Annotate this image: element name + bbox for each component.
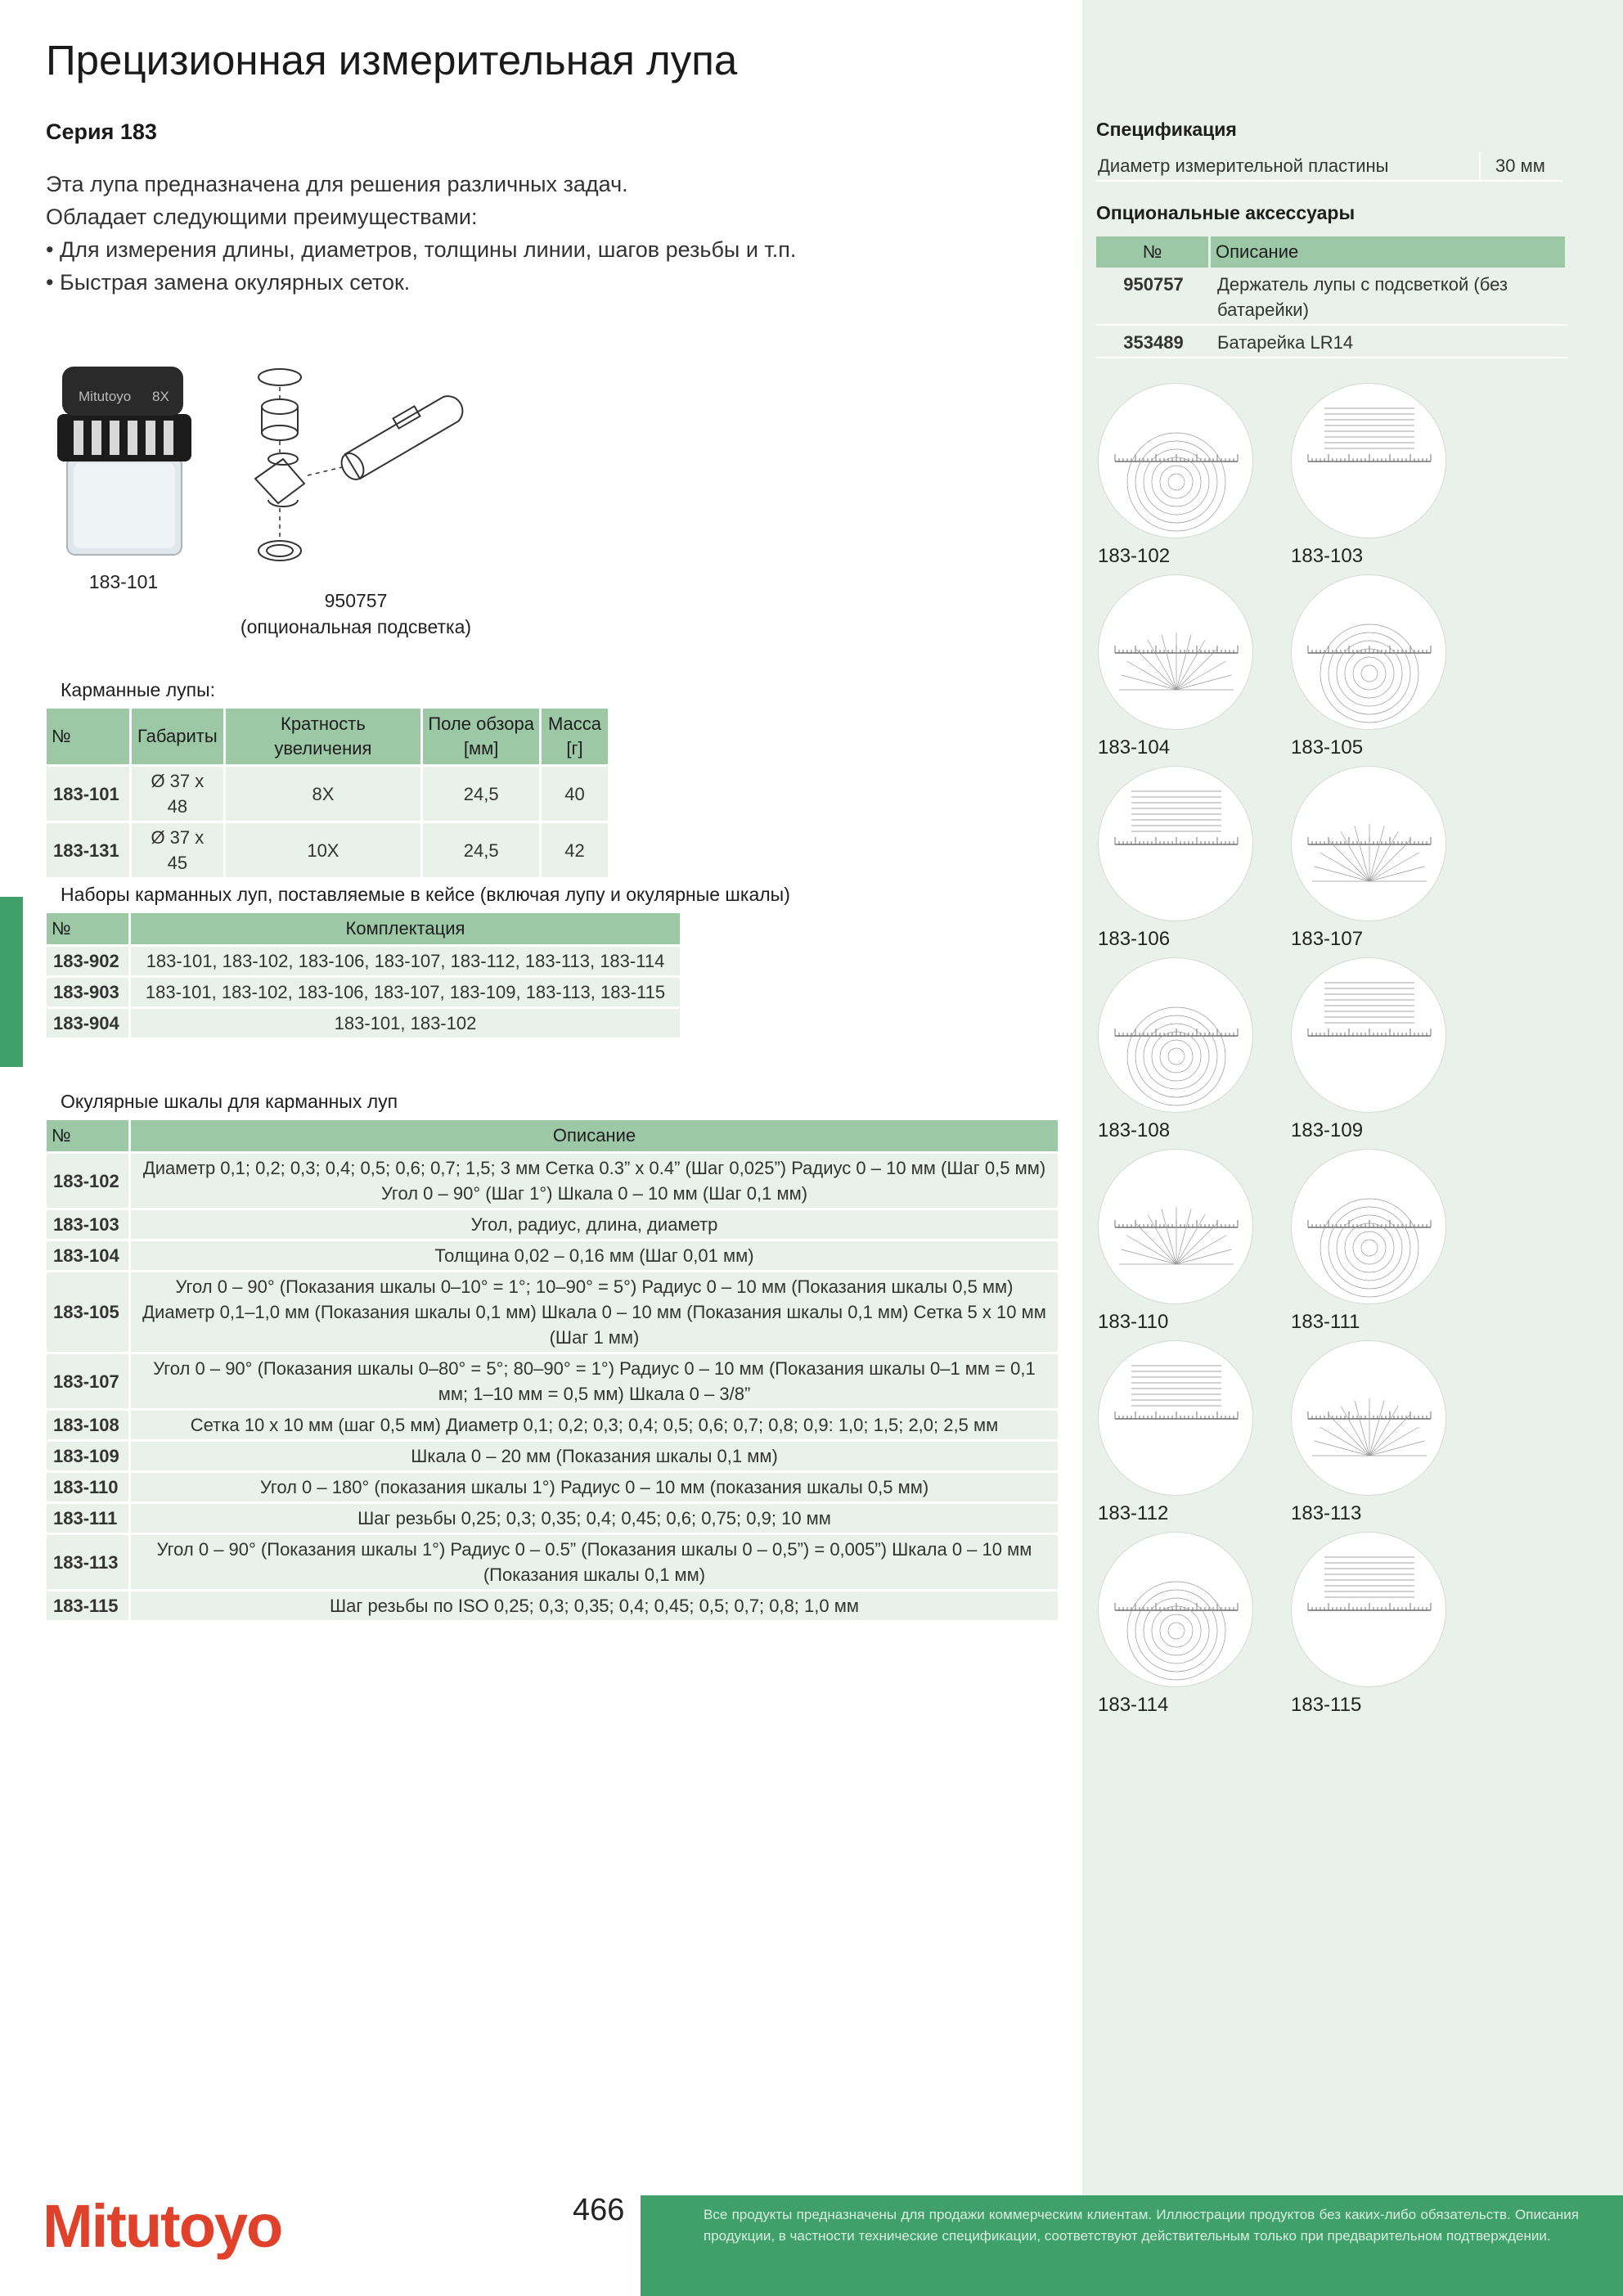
col-description: Описание: [131, 1120, 1058, 1151]
reticle-image: [1098, 574, 1253, 730]
intro-bullet: • Для измерения длины, диаметров, толщины линии, шагов резьбы и т.п.: [46, 237, 797, 262]
table-row: [1096, 328, 1567, 358]
cell-description: Держатель лупы с подсветкой (без батарейки): [1211, 270, 1567, 326]
reticle-pattern-icon: [1099, 767, 1254, 922]
col-description: Описание: [1211, 236, 1567, 268]
cell-contents: 183-101, 183-102: [131, 1009, 680, 1038]
table-row: [47, 1504, 1058, 1533]
reticle-pattern-icon: [1292, 1341, 1447, 1497]
reticle-image: [1098, 766, 1253, 921]
col-dimensions: Габариты: [132, 709, 223, 764]
cell-field-of-view: 24,5: [423, 823, 539, 877]
table-row: [47, 1591, 1058, 1620]
sets-table: [44, 911, 682, 1040]
col-mass: Масса [г]: [542, 709, 608, 764]
table-row: [47, 1009, 680, 1038]
light-holder-note: (опциональная подсветка): [240, 616, 472, 637]
accessories-title: Опциональные аксессуары: [1096, 202, 1355, 223]
col-field-of-view: Поле обзора [мм]: [423, 709, 539, 764]
reticle-image: [1098, 1532, 1253, 1687]
table-row: [1096, 270, 1567, 326]
cell-description: Шаг резьбы по ISO 0,25; 0,3; 0,35; 0,4; 0,45; 0,5; 0,7; 0,8; 1,0 мм: [131, 1591, 1058, 1620]
reticle-label: 183-103: [1291, 545, 1364, 567]
table-row: [47, 1473, 1058, 1501]
table-row: [47, 1354, 1058, 1408]
cell-number: 183-107: [47, 1354, 128, 1408]
table-row: [47, 1411, 1058, 1439]
reticle-label: 183-110: [1098, 1311, 1169, 1333]
reticles-table: [44, 1118, 1060, 1623]
cell-description: Угол 0 – 180° (показания шкалы 1°) Радиус 0 – 10 мм (показания шкалы 0,5 мм): [131, 1473, 1058, 1501]
specification-section: [1096, 119, 1562, 182]
reticle-label: 183-111: [1291, 1311, 1360, 1333]
series-label: Серия 183: [46, 119, 157, 144]
cell-contents: 183-101, 183-102, 183-106, 183-107, 183-109, 183-113, 183-115: [131, 978, 680, 1006]
cell-magnification: 10X: [226, 823, 421, 877]
reticle-label: 183-108: [1098, 1119, 1171, 1141]
reticle-image: [1291, 766, 1446, 921]
spec-value: 30 мм: [1495, 155, 1545, 176]
page-title: Прецизионная измерительная лупа: [46, 37, 738, 83]
intro-bullet: • Быстрая замена окулярных сеток.: [46, 270, 411, 295]
cell-dimensions: Ø 37 x 48: [132, 767, 223, 821]
accessories-section: [1096, 202, 1567, 361]
table-row: [47, 767, 608, 821]
cell-number: 183-103: [47, 1210, 128, 1239]
footer-disclaimer: Все продукты предназначены для продажи коммерческим клиентам. Иллюстрации продуктов без каких-либо обязательств. Описания продукции, в частности технические спецификации, соответствуют действительным только при предварительном подтверждении.: [704, 2207, 1579, 2244]
reticles-caption: Окулярные шкалы для карманных луп: [61, 1091, 398, 1112]
cell-number: 183-108: [47, 1411, 128, 1439]
intro-line: Эта лупа предназначена для решения различных задач.: [46, 172, 628, 196]
col-number: №: [47, 709, 129, 764]
reticle-pattern-icon: [1099, 1533, 1254, 1688]
col-number: №: [47, 1120, 128, 1151]
cell-description: Угол 0 – 90° (Показания шкалы 0–10° = 1°; 10–90° = 5°) Радиус 0 – 10 мм (Показания шкалы 0,5 мм) Диаметр 0,1–1,0 мм (Показания шкалы 0,1 мм) Шкала 0 – 10 мм (Показания шкалы 0,1 мм) Сетка 5 x 10 мм (Шаг 1 мм): [131, 1272, 1058, 1352]
cell-description: Угол 0 – 90° (Показания шкалы 0–80° = 5°; 80–90° = 1°) Радиус 0 – 10 мм (Показания шкалы 0–1 мм = 0,1 мм; 1–10 мм = 0,5 мм) Шкала 0 – 3/8”: [131, 1354, 1058, 1408]
reticle-image: [1291, 383, 1446, 538]
loupe-photo: [46, 360, 201, 565]
cell-dimensions: Ø 37 x 45: [132, 823, 223, 877]
col-number: №: [1096, 236, 1211, 268]
cell-description: Угол, радиус, длина, диаметр: [131, 1210, 1058, 1239]
svg-text:8X: 8X: [152, 389, 169, 404]
cell-number: 183-109: [47, 1442, 128, 1470]
cell-number: 353489: [1096, 328, 1211, 358]
table-row: [47, 1442, 1058, 1470]
reticle-label: 183-106: [1098, 928, 1171, 950]
light-holder-drawing: [239, 356, 484, 585]
svg-text:Mitutoyo: Mitutoyo: [79, 389, 132, 404]
reticle-image: [1098, 1149, 1253, 1304]
pocket-loupes-table: [44, 706, 610, 880]
cell-description: Шкала 0 – 20 мм (Показания шкалы 0,1 мм): [131, 1442, 1058, 1470]
reticle-image: [1291, 957, 1446, 1113]
cell-field-of-view: 24,5: [423, 767, 539, 821]
cell-number: 183-903: [47, 978, 128, 1006]
reticle-image: [1291, 1532, 1446, 1687]
reticle-label: 183-104: [1098, 736, 1171, 759]
reticle-image: [1098, 383, 1253, 538]
cell-contents: 183-101, 183-102, 183-106, 183-107, 183-112, 183-113, 183-114: [131, 947, 680, 975]
cell-number: 183-105: [47, 1272, 128, 1352]
section-tab: [0, 897, 23, 1067]
mitutoyo-logo: Mitutoyo: [43, 2192, 282, 2260]
reticle-pattern-icon: [1292, 575, 1447, 731]
table-row: [47, 1154, 1058, 1208]
sets-section: [44, 884, 790, 1040]
reticle-image: [1291, 1340, 1446, 1496]
table-row: [47, 978, 680, 1006]
intro-line: Обладает следующими преимуществами:: [46, 205, 478, 229]
table-row: [47, 1210, 1058, 1239]
cell-number: 183-904: [47, 1009, 128, 1038]
light-holder-caption: [221, 588, 491, 640]
reticle-pattern-icon: [1292, 384, 1447, 539]
reticle-label: 183-114: [1098, 1694, 1169, 1716]
cell-description: Угол 0 – 90° (Показания шкалы 1°) Радиус 0 – 0.5” (Показания шкалы 0 – 0,5”) = 0,005”) Шкала 0 – 10 мм (Показания шкалы 0,1 мм): [131, 1535, 1058, 1589]
table-row: [47, 1272, 1058, 1352]
cell-number: 183-104: [47, 1241, 128, 1270]
cell-number: 183-113: [47, 1535, 128, 1589]
cell-mass: 40: [542, 767, 608, 821]
table-row: [47, 823, 608, 877]
cell-number: 183-902: [47, 947, 128, 975]
cell-description: Шаг резьбы 0,25; 0,3; 0,35; 0,4; 0,45; 0,6; 0,75; 0,9; 10 мм: [131, 1504, 1058, 1533]
reticle-label: 183-107: [1291, 928, 1364, 950]
reticle-label: 183-102: [1098, 545, 1171, 567]
cell-number: 183-115: [47, 1591, 128, 1620]
cell-number: 183-111: [47, 1504, 128, 1533]
col-magnification: Кратность увеличения: [226, 709, 421, 764]
specification-title: Спецификация: [1096, 119, 1237, 140]
reticle-pattern-icon: [1292, 958, 1447, 1114]
reticle-label: 183-109: [1291, 1119, 1364, 1141]
col-contents: Комплектация: [131, 913, 680, 944]
cell-description: Толщина 0,02 – 0,16 мм (Шаг 0,01 мм): [131, 1241, 1058, 1270]
reticle-pattern-icon: [1292, 1150, 1447, 1305]
table-row: [47, 1535, 1058, 1589]
light-holder-code: 950757: [324, 590, 388, 611]
cell-number: 183-101: [47, 767, 129, 821]
loupe-caption: 183-101: [88, 571, 159, 592]
cell-magnification: 8X: [226, 767, 421, 821]
reticle-pattern-icon: [1099, 1341, 1254, 1497]
reticle-label: 183-113: [1291, 1502, 1362, 1524]
reticle-pattern-icon: [1099, 384, 1254, 539]
reticle-image: [1098, 957, 1253, 1113]
table-row: [47, 947, 680, 975]
pocket-loupes-section: [44, 679, 610, 880]
cell-description: Диаметр 0,1; 0,2; 0,3; 0,4; 0,5; 0,6; 0,7; 1,5; 3 мм Сетка 0.3” x 0.4” (Шаг 0,025”) Радиус 0 – 10 мм (Шаг 0,5 мм) Угол 0 – 90° (Шаг 1°) Шкала 0 – 10 мм (Шаг 0,1 мм): [131, 1154, 1058, 1208]
reticle-pattern-icon: [1292, 767, 1447, 922]
reticle-label: 183-105: [1291, 736, 1364, 759]
cell-number: 183-102: [47, 1154, 128, 1208]
col-number: №: [47, 913, 128, 944]
reticle-image: [1291, 574, 1446, 730]
reticle-label: 183-115: [1291, 1694, 1362, 1716]
cell-description: Батарейка LR14: [1211, 328, 1567, 358]
reticle-pattern-icon: [1099, 1150, 1254, 1305]
specification-row: [1096, 152, 1562, 182]
spec-key: Диаметр измерительной пластины: [1096, 152, 1481, 180]
reticle-pattern-icon: [1292, 1533, 1447, 1688]
reticle-pattern-icon: [1099, 575, 1254, 731]
intro-text: [46, 168, 796, 299]
pocket-loupes-caption: Карманные лупы:: [61, 679, 215, 700]
accessories-table: [1096, 234, 1567, 361]
cell-number: 950757: [1096, 270, 1211, 326]
sets-caption: Наборы карманных луп, поставляемые в кейсе (включая лупу и окулярные шкалы): [61, 884, 790, 905]
reticle-label: 183-112: [1098, 1502, 1169, 1524]
cell-mass: 42: [542, 823, 608, 877]
table-row: [47, 1241, 1058, 1270]
reticles-section: [44, 1091, 1060, 1623]
reticle-image: [1291, 1149, 1446, 1304]
cell-number: 183-110: [47, 1473, 128, 1501]
reticle-pattern-icon: [1099, 958, 1254, 1114]
cell-number: 183-131: [47, 823, 129, 877]
reticle-image: [1098, 1340, 1253, 1496]
page-number: 466: [573, 2193, 625, 2227]
cell-description: Сетка 10 x 10 мм (шаг 0,5 мм) Диаметр 0,1; 0,2; 0,3; 0,4; 0,5; 0,6; 0,7; 0,8; 0,9: 1,0; 1,5; 2,0; 2,5 мм: [131, 1411, 1058, 1439]
